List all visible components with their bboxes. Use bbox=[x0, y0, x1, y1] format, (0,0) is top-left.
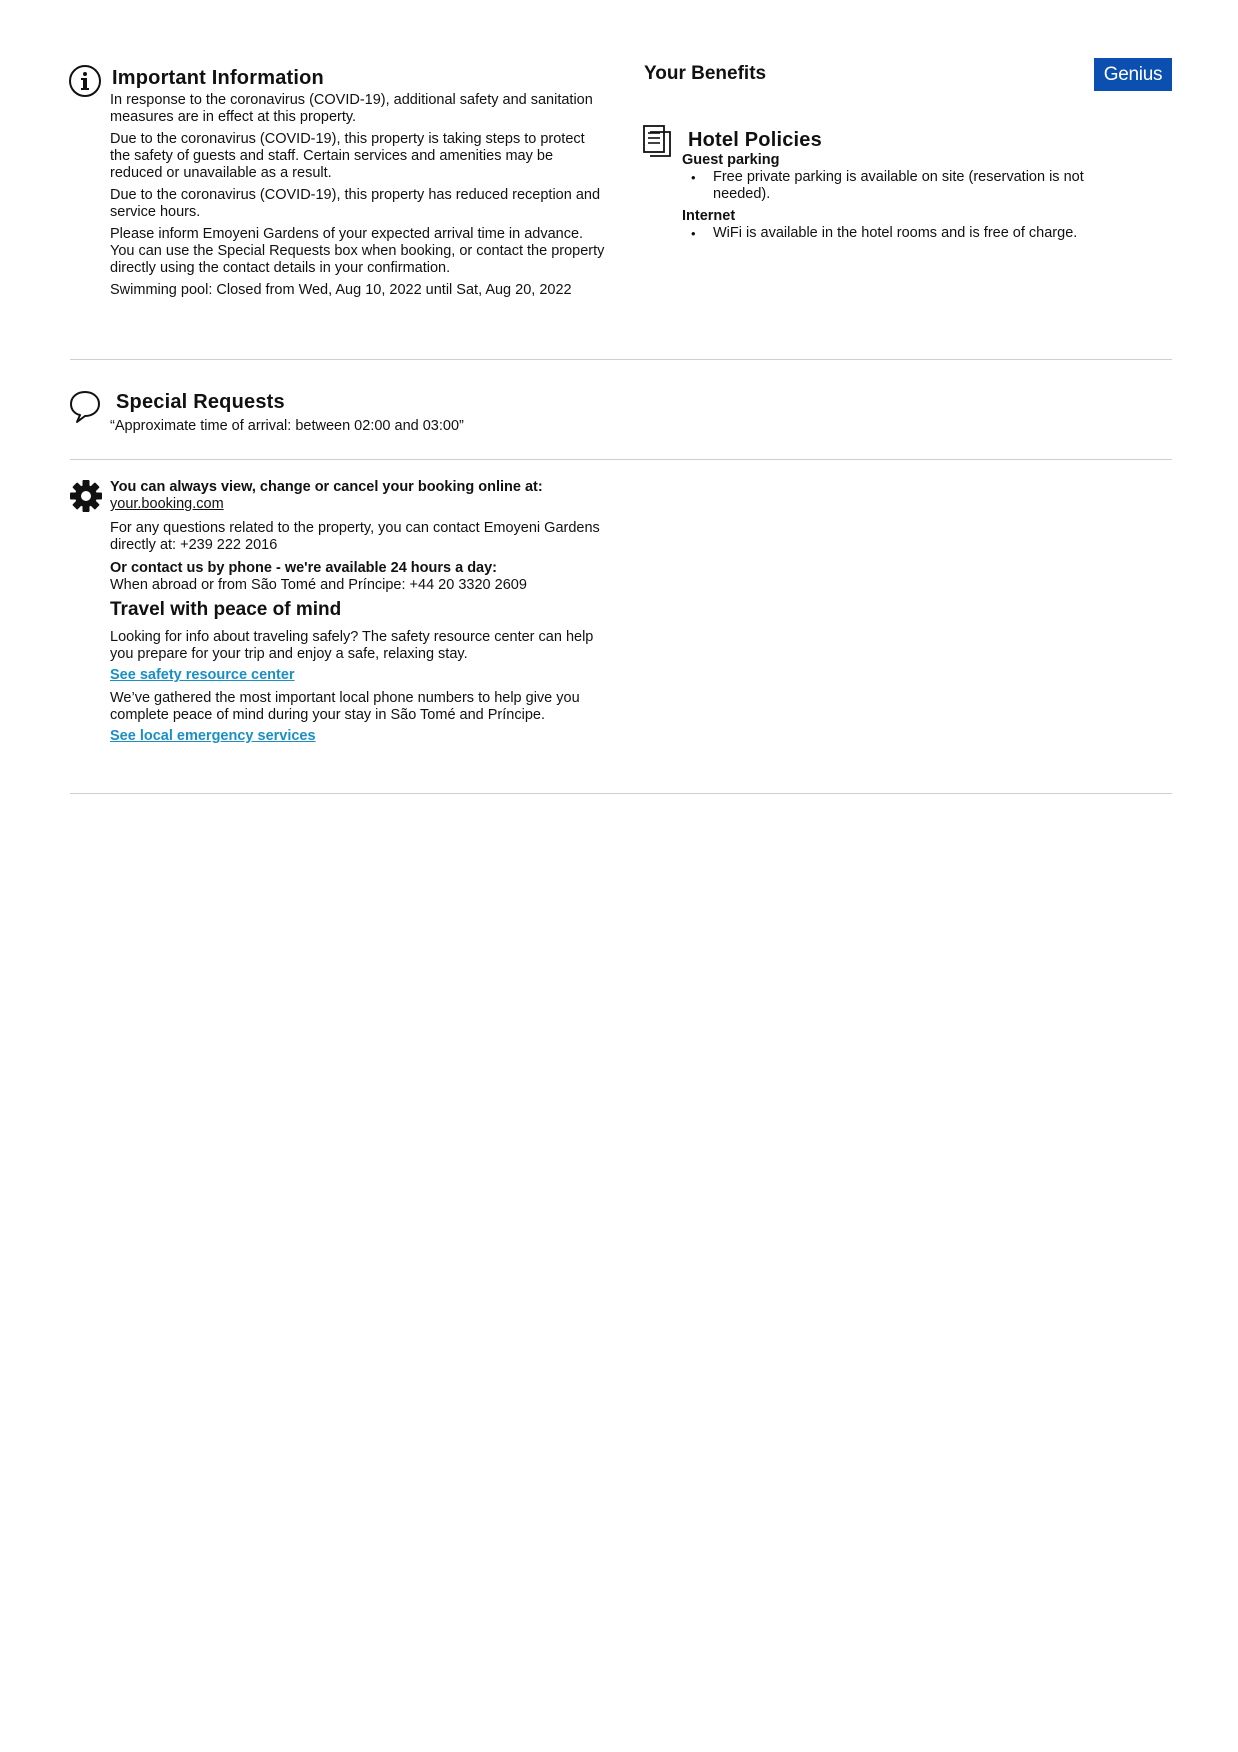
gear-icon bbox=[68, 478, 104, 514]
peace-of-mind-title: Travel with peace of mind bbox=[110, 599, 342, 620]
safety-info-text: Looking for info about traveling safely? The safety resource center can help you prepare for your trip and enjoy a safe, relaxing stay. bbox=[110, 629, 594, 662]
important-paragraph: Due to the coronavirus (COVID-19), this property is taking steps to protect the safety of guests and staff. Certain services and amenities may be reduced or unavailable as a result. bbox=[110, 131, 585, 181]
important-paragraph: Due to the coronavirus (COVID-19), this property has reduced reception and service hours. bbox=[110, 187, 601, 220]
important-paragraph: Please inform Emoyeni Gardens of your expected arrival time in advance. You can use the Special Requests box when booking, or contact the property directly using the contact details in your confirmation. bbox=[110, 226, 605, 276]
booking-online-link[interactable]: your.booking.com bbox=[110, 496, 224, 512]
section-divider bbox=[70, 793, 1172, 794]
policy-list-parking bbox=[682, 169, 1122, 203]
speech-bubble-icon bbox=[68, 389, 104, 425]
policy-item: • WiFi is available in the hotel rooms and is free of charge. bbox=[713, 225, 1122, 242]
important-paragraph: In response to the coronavirus (COVID-19), additional safety and sanitation measures are in effect at this property. bbox=[110, 92, 593, 125]
policy-heading-internet: Internet bbox=[682, 208, 736, 224]
document-icon bbox=[642, 124, 674, 158]
special-requests-text: “Approximate time of arrival: between 02:00 and 03:00” bbox=[110, 418, 464, 434]
manage-online-label: You can always view, change or cancel your booking online at: bbox=[110, 479, 543, 495]
phone-contact-label: Or contact us by phone - we're available 24 hours a day: bbox=[110, 560, 498, 576]
policy-list-internet bbox=[682, 225, 1122, 242]
emergency-services-link[interactable]: See local emergency services bbox=[110, 728, 316, 744]
section-divider bbox=[70, 459, 1172, 460]
hotel-policies-body bbox=[682, 152, 1122, 242]
hotel-policies-title: Hotel Policies bbox=[688, 129, 822, 151]
info-icon bbox=[68, 64, 102, 98]
special-requests-title: Special Requests bbox=[116, 391, 285, 413]
phone-contact-text: When abroad or from São Tomé and Príncipe: +44 20 3320 2609 bbox=[110, 577, 527, 593]
local-numbers-text: We’ve gathered the most important local phone numbers to help give you complete peace of mind during your stay in São Tomé and Príncipe. bbox=[110, 690, 580, 723]
safety-resource-link[interactable]: See safety resource center bbox=[110, 667, 295, 683]
genius-badge: Genius bbox=[1094, 58, 1172, 91]
section-divider bbox=[70, 359, 1172, 360]
manage-booking-block bbox=[110, 479, 610, 745]
important-information-title: Important Information bbox=[112, 67, 324, 89]
your-benefits-title: Your Benefits bbox=[644, 63, 767, 84]
important-information-body bbox=[110, 92, 606, 304]
policy-heading-parking: Guest parking bbox=[682, 152, 780, 168]
important-paragraph: Swimming pool: Closed from Wed, Aug 10, 2022 until Sat, Aug 20, 2022 bbox=[110, 282, 572, 298]
property-contact-text: For any questions related to the property, you can contact Emoyeni Gardens directly at: +239 222 2016 bbox=[110, 520, 600, 553]
policy-item: • Free private parking is available on site (reservation is not needed). bbox=[713, 169, 1122, 203]
